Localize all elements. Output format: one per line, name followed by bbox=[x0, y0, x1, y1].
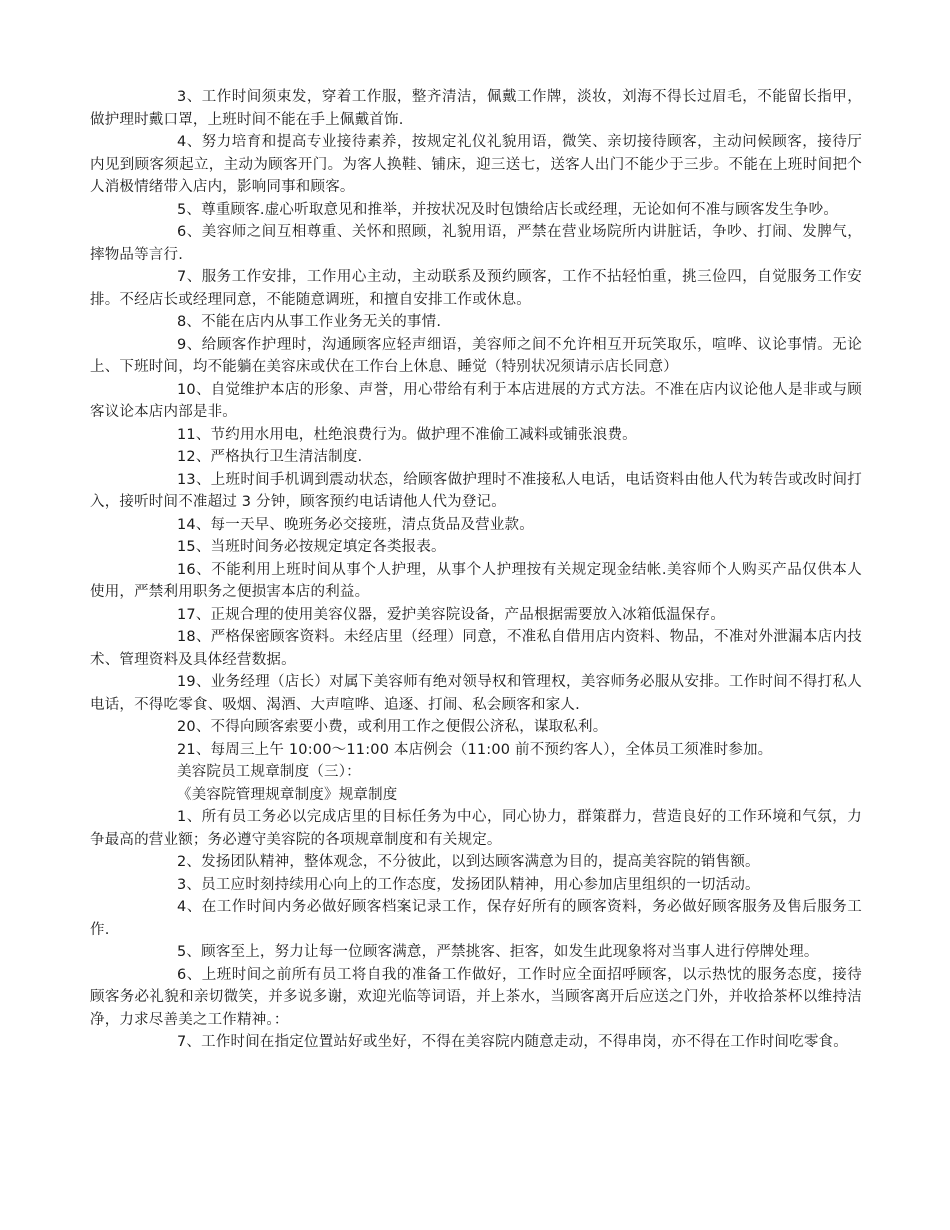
section-heading: 美容院员工规章制度（三）： bbox=[177, 764, 361, 780]
paragraph-rule-4: 4、努力培育和提高专业接待素养，按规定礼仪礼貌用语，微笑、亲切接待顾客，主动问候顾客，接待厅内见到顾客须起立，主动为顾客开门。为客人换鞋、铺床，迎三送七，送客人出门不能少于三步。不能在上班时间把个人消极情绪带入店内，影响同事和顾客。 bbox=[90, 134, 862, 195]
paragraph-rule-11: 11、节约用水用电，杜绝浪费行为。做护理不准偷工减料或铺张浪费。 bbox=[177, 426, 637, 443]
paragraph-rule-5: 5、尊重顾客.虚心听取意见和推举，并按状况及时包馈给店长或经理，无论如何不准与顾客发生争吵。 bbox=[177, 201, 839, 218]
paragraph-section-rule-5: 5、顾客至上，努力让每一位顾客满意，严禁挑客、拒客，如发生此现象将对当事人进行停牌处理。 bbox=[177, 944, 819, 960]
paragraph-rule-7: 7、服务工作安排，工作用心主动，主动联系及预约顾客，工作不拈轻怕重，挑三俭四，自觉服务工作安排。不经店长或经理同意，不能随意调班，和擅自安排工作或休息。 bbox=[90, 269, 862, 308]
paragraph-rule-9: 9、给顾客作护理时，沟通顾客应轻声细语，美容师之间不允许相互开玩笑取乐，喧哗、议论事情。无论上、下班时间，均不能躺在美容床或伏在工作台上休息、睡觉（特别状况须请示店长同意） bbox=[90, 336, 862, 375]
paragraph-section-rule-6: 6、上班时间之前所有员工将自我的准备工作做好，工作时应全面招呼顾客，以示热忱的服务态度，接待顾客务必礼貌和亲切微笑，并多说多谢，欢迎光临等词语，并上茶水，当顾客离开后应送之门外，并收拾茶杯以维持洁净，力求尽善美之工作精神。： bbox=[90, 966, 862, 1028]
paragraph-rule-6: 6、美容师之间互相尊重、关怀和照顾，礼貌用语，严禁在营业场院所内讲脏话，争吵、打闹、发脾气，摔物品等言行. bbox=[90, 224, 862, 263]
paragraph-rule-17: 17、正规合理的使用美容仪器，爱护美容院设备，产品根据需要放入冰箱低温保存。 bbox=[177, 606, 726, 623]
paragraph-rule-8: 8、不能在店内从事工作业务无关的事情. bbox=[177, 314, 442, 330]
paragraph-section-rule-2: 2、发扬团队精神，整体观念，不分彼此，以到达顾客满意为目的，提高美容院的销售额。 bbox=[177, 854, 760, 870]
paragraph-rule-10: 10、自觉维护本店的形象、声誉，用心带给有利于本店进展的方式方法。不准在店内议论他人是非或与顾客议论本店内部是非。 bbox=[90, 381, 862, 420]
paragraph-rule-15: 15、当班时间务必按规定填定各类报表。 bbox=[177, 539, 446, 555]
paragraph-rule-20: 20、不得向顾客索要小费，或利用工作之便假公济私，谋取私利。 bbox=[177, 719, 608, 735]
paragraph-rule-18: 18、严格保密顾客资料。未经店里（经理）同意，不准私自借用店内资料、物品，不准对外泄漏本店内技术、管理资料及具体经营数据。 bbox=[90, 629, 862, 668]
paragraph-rule-13: 13、上班时间手机调到震动状态，给顾客做护理时不准接私人电话，电话资料由他人代为转告或改时间打入，接听时间不准超过 3 分钟，顾客预约电话请他人代为登记。 bbox=[90, 471, 862, 510]
paragraph-section-rule-1: 1、所有员工务必以完成店里的目标任务为中心，同心协力，群策群力，营造良好的工作环境和气氛，力争最高的营业额；务必遵守美容院的各项规章制度和有关规定。 bbox=[90, 809, 862, 848]
paragraph-section-rule-4: 4、在工作时间内务必做好顾客档案记录工作，保存好所有的顾客资料，务必做好顾客服务及售后服务工作. bbox=[90, 899, 862, 938]
paragraph-rule-12: 12、严格执行卫生清洁制度. bbox=[177, 449, 363, 465]
paragraph-rule-14: 14、每一天早、晚班务必交接班，清点货品及营业款。 bbox=[177, 516, 534, 533]
section-subheading: 《美容院管理规章制度》规章制度 bbox=[177, 786, 398, 803]
paragraph-section-rule-7: 7、工作时间在指定位置站好或坐好，不得在美容院内随意走动，不得串岗，亦不得在工作时间吃零食。 bbox=[177, 1034, 848, 1050]
paragraph-section-rule-3: 3、员工应时刻持续用心向上的工作态度，发扬团队精神，用心参加店里组织的一切活动。 bbox=[177, 876, 760, 893]
document-body bbox=[90, 86, 862, 1054]
paragraph-rule-19: 19、业务经理（店长）对属下美容师有绝对领导权和管理权，美容师务必服从安排。工作时间不得打私人电话，不得吃零食、吸烟、渴酒、大声喧哗、追逐、打闹、私会顾客和家人. bbox=[90, 674, 862, 713]
paragraph-rule-16: 16、不能利用上班时间从事个人护理，从事个人护理按有关规定现金结帐.美容师个人购买产品仅供本人使用，严禁利用职务之便损害本店的利益。 bbox=[90, 561, 862, 600]
paragraph-rule-21: 21、每周三上午 10:00～11:00 本店例会（11:00 前不预约客人），全体员工须准时参加。 bbox=[177, 741, 773, 758]
paragraph-rule-3: 3、工作时间须束发，穿着工作服，整齐清洁，佩戴工作牌，淡妆，刘海不得长过眉毛，不能留长指甲，做护理时戴口罩，上班时间不能在手上佩戴首饰. bbox=[90, 89, 862, 128]
